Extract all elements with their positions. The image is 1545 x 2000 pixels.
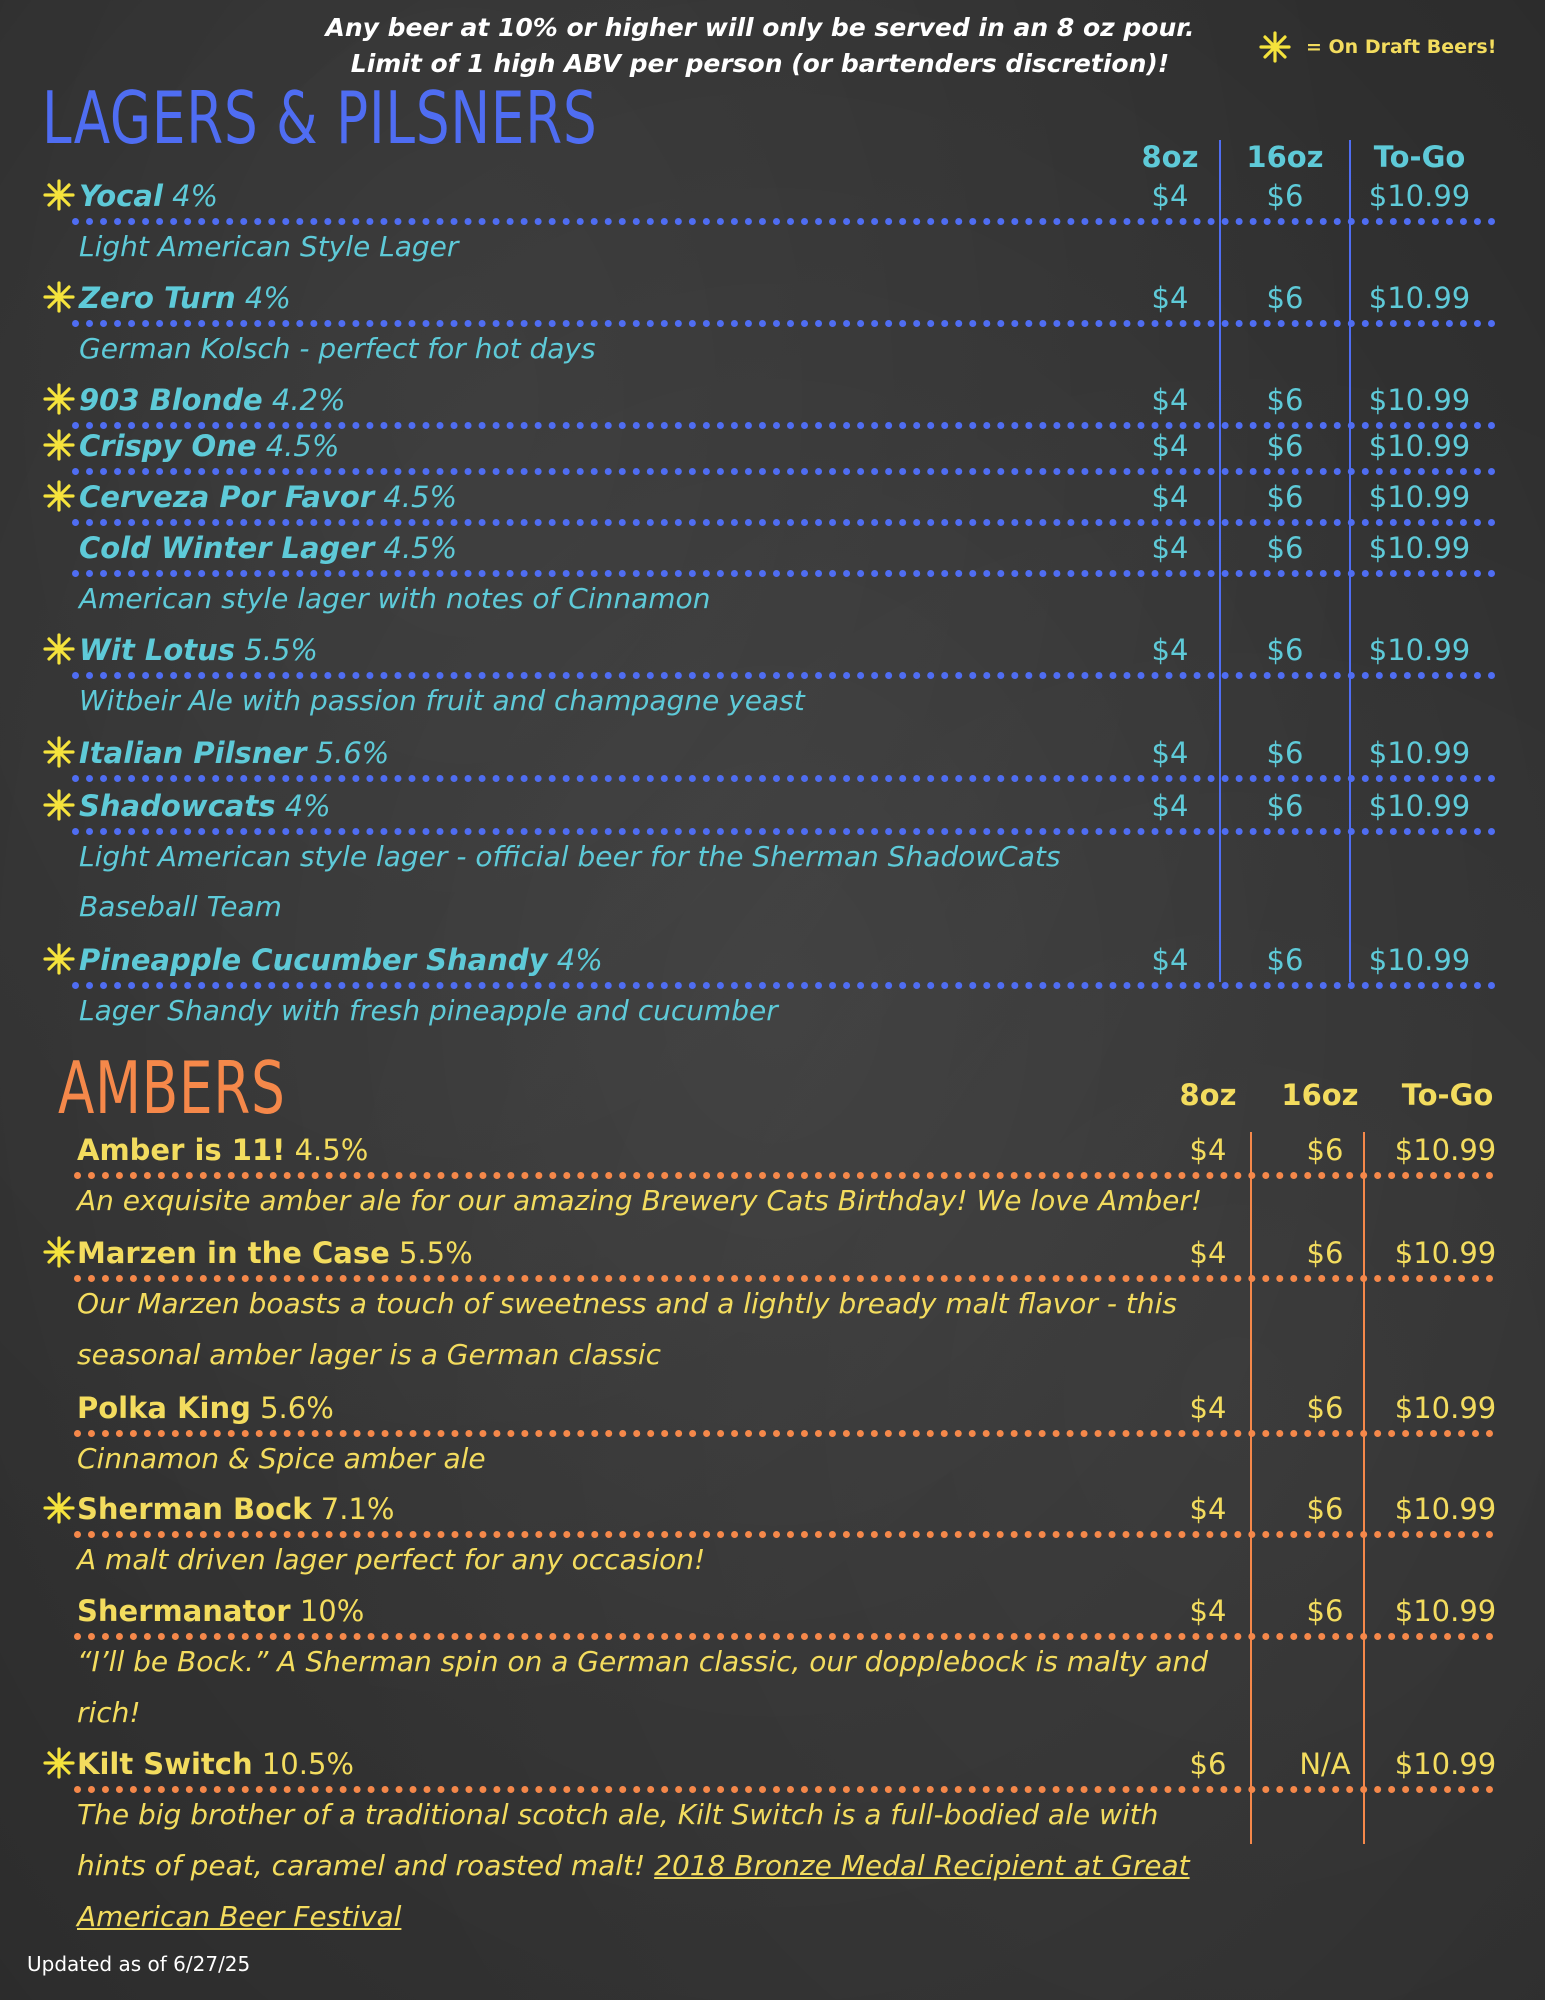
price-8oz: $4	[1189, 1236, 1227, 1270]
draft-star-icon	[42, 479, 76, 513]
beer-description: German Kolsch - perfect for hot days	[79, 332, 596, 365]
price-16oz: $6	[1266, 736, 1304, 770]
price-16oz: $6	[1266, 179, 1304, 213]
price-16oz: $6	[1306, 1391, 1344, 1425]
beer-description: “I’ll be Bock.” A Sherman spin on a German classic, our dopplebock is malty and	[77, 1645, 1209, 1678]
beer-abv: 5.6%	[315, 736, 390, 770]
beer-name: Cerveza Por Favor	[79, 480, 375, 514]
beer-name-line	[77, 1744, 354, 1784]
draft-legend	[1258, 30, 1496, 64]
price-to-go: $10.99	[1394, 1747, 1497, 1781]
beer-name-line	[79, 786, 331, 826]
draft-star-icon	[42, 942, 76, 976]
beer-name: Amber is 11!	[77, 1133, 286, 1167]
beer-name-line	[79, 380, 346, 420]
beer-description: Cinnamon & Spice amber ale	[77, 1442, 486, 1475]
draft-star-icon	[42, 735, 76, 769]
price-to-go: $10.99	[1368, 429, 1471, 463]
price-16oz: $6	[1266, 633, 1304, 667]
beer-abv: 5.6%	[260, 1391, 334, 1425]
price-16oz: $6	[1266, 281, 1304, 315]
price-to-go: $10.99	[1394, 1391, 1497, 1425]
beer-name: Zero Turn	[79, 281, 236, 315]
updated-date: Updated as of 6/27/25	[27, 1952, 251, 1976]
beer-description: A malt driven lager perfect for any occasion!	[77, 1543, 706, 1576]
star-icon	[1258, 30, 1292, 64]
beer-description-line-2: Baseball Team	[79, 890, 282, 923]
beer-name-line	[77, 1388, 334, 1428]
beer-name: Cold Winter Lager	[79, 531, 375, 565]
beer-name: Wit Lotus	[79, 633, 236, 667]
beer-name-line	[79, 528, 457, 568]
price-16oz: $6	[1306, 1594, 1344, 1628]
beer-row	[0, 1744, 1545, 1784]
beer-description-line-2: rich!	[77, 1696, 141, 1729]
beer-row	[0, 733, 1545, 773]
price-to-go: $10.99	[1394, 1236, 1497, 1270]
beer-description-line-2: seasonal amber lager is a German classic	[77, 1338, 661, 1371]
price-8oz: $4	[1151, 736, 1189, 770]
pour-limit-notice: Any beer at 10% or higher will only be served in an 8 oz pour. Limit of 1 high ABV per person (or bartenders discretion)!	[325, 13, 1195, 78]
beer-row	[0, 630, 1545, 670]
beer-row	[0, 278, 1545, 318]
beer-abv: 4.5%	[294, 1133, 369, 1167]
price-8oz: $4	[1151, 429, 1189, 463]
beer-row	[0, 426, 1545, 466]
description-text: hints of peat, caramel and roasted malt!	[77, 1849, 655, 1882]
beer-description: Witbeir Ale with passion fruit and champagne yeast	[79, 684, 805, 717]
price-8oz: $4	[1151, 480, 1189, 514]
beer-name: Crispy One	[79, 429, 257, 463]
price-to-go: $10.99	[1368, 736, 1471, 770]
price-to-go: $10.99	[1368, 480, 1471, 514]
price-8oz: $4	[1189, 1594, 1227, 1628]
lagers-col-togo: To-Go	[1373, 140, 1466, 174]
beer-name-line	[79, 477, 457, 517]
beer-name: 903 Blonde	[79, 383, 263, 417]
beer-name-line	[79, 426, 339, 466]
beer-name-line	[77, 1489, 394, 1529]
price-8oz: $4	[1151, 531, 1189, 565]
beer-description: Our Marzen boasts a touch of sweetness and a lightly bready malt flavor - this	[77, 1287, 1177, 1320]
beer-abv: 4.5%	[383, 480, 458, 514]
beer-description: Light American Style Lager	[79, 230, 459, 263]
medal-award-text: 2018 Bronze Medal Recipient at Great	[654, 1849, 1190, 1882]
price-to-go: $10.99	[1394, 1594, 1497, 1628]
beer-name-line	[77, 1233, 473, 1273]
dotted-separator	[72, 519, 1496, 526]
lagers-col-16oz: 16oz	[1246, 140, 1324, 174]
price-to-go: $10.99	[1368, 943, 1471, 977]
dotted-separator	[72, 775, 1496, 782]
price-16oz: $6	[1266, 789, 1304, 823]
beer-abv: 10.5%	[261, 1747, 354, 1781]
beer-row	[0, 1233, 1545, 1273]
beer-description: Light American style lager - official beer for the Sherman ShadowCats	[79, 840, 1061, 873]
draft-star-icon	[42, 178, 76, 212]
beer-row	[0, 940, 1545, 980]
beer-name: Shadowcats	[79, 789, 276, 823]
lagers-section-title: LAGERS & PILSNERS	[42, 76, 598, 160]
beer-name: Kilt Switch	[77, 1747, 253, 1781]
beer-name-line	[79, 733, 389, 773]
beer-name-line	[79, 630, 318, 670]
ambers-col-8oz: 8oz	[1179, 1078, 1237, 1112]
legend-label: = On Draft Beers!	[1306, 36, 1497, 58]
price-16oz: $6	[1306, 1236, 1344, 1270]
beer-abv: 4.5%	[383, 531, 458, 565]
price-8oz: $4	[1151, 633, 1189, 667]
beer-name-line	[79, 176, 218, 216]
beer-abv: 5.5%	[244, 633, 318, 667]
beer-row	[0, 176, 1545, 216]
price-to-go: $10.99	[1394, 1133, 1497, 1167]
price-to-go: $10.99	[1368, 633, 1471, 667]
beer-description: Lager Shandy with fresh pineapple and cucumber	[79, 994, 778, 1027]
price-16oz: $6	[1306, 1492, 1344, 1526]
beer-abv: 4%	[244, 281, 291, 315]
beer-abv: 4%	[284, 789, 331, 823]
beer-name-line	[79, 278, 291, 318]
beer-row	[0, 1130, 1545, 1170]
price-8oz: $4	[1189, 1492, 1227, 1526]
price-16oz: $6	[1266, 429, 1304, 463]
price-8oz: $4	[1189, 1391, 1227, 1425]
beer-name: Sherman Bock	[77, 1492, 312, 1526]
price-8oz: $4	[1151, 281, 1189, 315]
beer-abv: 4.5%	[265, 429, 340, 463]
beer-description-line-2	[77, 1840, 1217, 1891]
draft-star-icon	[42, 382, 76, 416]
beer-description: An exquisite amber ale for our amazing Brewery Cats Birthday! We love Amber!	[77, 1184, 1203, 1217]
ambers-col-togo: To-Go	[1401, 1078, 1494, 1112]
beer-name-line	[77, 1130, 368, 1170]
ambers-col-16oz: 16oz	[1281, 1078, 1359, 1112]
lagers-col-8oz: 8oz	[1141, 140, 1199, 174]
beer-abv: 10%	[299, 1594, 365, 1628]
beer-row	[0, 1388, 1545, 1428]
beer-name: Italian Pilsner	[79, 736, 307, 770]
price-8oz: $4	[1189, 1133, 1227, 1167]
medal-award-text-line-2: American Beer Festival	[77, 1900, 402, 1933]
draft-star-icon	[42, 280, 76, 314]
beer-name-line	[79, 940, 603, 980]
beer-name: Yocal	[79, 179, 163, 213]
dotted-separator	[72, 468, 1496, 475]
draft-star-icon	[42, 1746, 76, 1780]
price-to-go: $10.99	[1368, 789, 1471, 823]
price-16oz: N/A	[1299, 1747, 1351, 1781]
price-16oz: $6	[1266, 480, 1304, 514]
price-8oz: $4	[1151, 383, 1189, 417]
beer-abv: 4%	[556, 943, 603, 977]
price-to-go: $10.99	[1368, 281, 1471, 315]
price-16oz: $6	[1306, 1133, 1344, 1167]
price-8oz: $4	[1151, 789, 1189, 823]
beer-row	[0, 1489, 1545, 1529]
beer-name-line	[77, 1591, 364, 1631]
price-16oz: $6	[1266, 383, 1304, 417]
beer-abv: 7.1%	[320, 1492, 395, 1526]
draft-star-icon	[42, 1235, 76, 1269]
beer-abv: 5.5%	[398, 1236, 473, 1270]
draft-star-icon	[42, 428, 76, 462]
beer-row	[0, 1591, 1545, 1631]
price-to-go: $10.99	[1368, 179, 1471, 213]
draft-star-icon	[42, 788, 76, 822]
beer-description: American style lager with notes of Cinnamon	[79, 582, 711, 615]
price-8oz: $4	[1151, 179, 1189, 213]
draft-star-icon	[42, 1491, 76, 1525]
price-to-go: $10.99	[1368, 531, 1471, 565]
beer-abv: 4.2%	[271, 383, 346, 417]
price-to-go: $10.99	[1394, 1492, 1497, 1526]
beer-abv: 4%	[172, 179, 219, 213]
beer-name: Marzen in the Case	[77, 1236, 390, 1270]
beer-row	[0, 380, 1545, 420]
beer-row	[0, 477, 1545, 517]
beer-row	[0, 786, 1545, 826]
price-8oz: $4	[1151, 943, 1189, 977]
price-8oz: $6	[1189, 1747, 1227, 1781]
beer-name: Polka King	[77, 1391, 251, 1425]
beer-name: Shermanator	[77, 1594, 291, 1628]
beer-name: Pineapple Cucumber Shandy	[79, 943, 548, 977]
beer-row	[0, 528, 1545, 568]
beer-description: The big brother of a traditional scotch ale, Kilt Switch is a full-bodied ale with	[77, 1798, 1159, 1831]
draft-star-icon	[42, 632, 76, 666]
price-16oz: $6	[1266, 943, 1304, 977]
price-16oz: $6	[1266, 531, 1304, 565]
ambers-section-title: AMBERS	[58, 1046, 286, 1130]
price-to-go: $10.99	[1368, 383, 1471, 417]
